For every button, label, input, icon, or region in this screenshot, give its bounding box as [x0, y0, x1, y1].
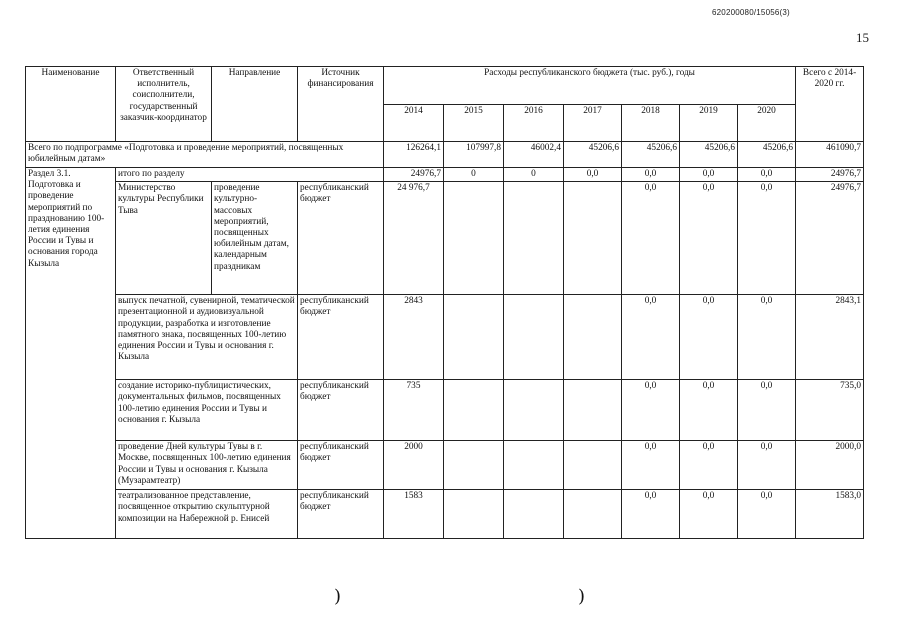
table-cell: [444, 295, 504, 380]
table-cell: 2843: [384, 295, 444, 380]
table-cell: 0,0: [738, 182, 796, 295]
header-year: 2014: [384, 104, 444, 142]
table-cell: 461090,7: [796, 142, 864, 168]
table-cell: [504, 182, 564, 295]
table-cell: 0,0: [680, 380, 738, 441]
header-source: Источник финансирования: [298, 67, 384, 142]
activity-cell: выпуск печатной, сувенирной, тематической презентационной и аудиовизуальной продукции, разработка и изготовление памятного знака, посвященных 100-летию единения России и Тувы и основания г. Кызыла: [116, 295, 298, 380]
document-id: 620200080/15056(3): [712, 8, 790, 17]
source-cell: республиканский бюджет: [298, 182, 384, 295]
subprogram-total-label: Всего по подпрограмме «Подготовка и проведение мероприятий, посвященных юбилейным датам»: [26, 142, 384, 168]
table-cell: 0,0: [680, 295, 738, 380]
page-number: 15: [856, 30, 869, 45]
table-cell: 0,0: [738, 295, 796, 380]
table-cell: 0,0: [680, 490, 738, 539]
table-cell: [564, 182, 622, 295]
source-cell: республиканский бюджет: [298, 441, 384, 490]
activity-cell: создание историко-публицистических, документальных фильмов, посвященных 100-летию единения России и Тувы и основания г. Кызыла: [116, 380, 298, 441]
table-cell: 45206,6: [738, 142, 796, 168]
header-year: 2020: [738, 104, 796, 142]
header-responsible: Ответственный исполнитель, соисполнители, государственный заказчик-координатор: [116, 67, 212, 142]
subprogram-total-row: [26, 142, 864, 168]
table-cell: 0,0: [680, 441, 738, 490]
table-cell: 0,0: [738, 168, 796, 182]
table-cell: 24976,7: [796, 168, 864, 182]
table-row: [26, 182, 864, 295]
source-cell: республиканский бюджет: [298, 380, 384, 441]
section-name: Раздел 3.1. Подготовка и проведение мероприятий по празднованию 100-летия единения России и Тувы и основания города Кызыла: [26, 168, 116, 539]
table-row: [26, 295, 864, 380]
table-cell: 0: [504, 168, 564, 182]
budget-table: [25, 66, 864, 539]
table-cell: [444, 182, 504, 295]
table-cell: [444, 490, 504, 539]
header-expenses: Расходы республиканского бюджета (тыс. руб.), годы: [384, 67, 796, 105]
table-cell: 0,0: [738, 441, 796, 490]
header-direction: Направление: [212, 67, 298, 142]
table-cell: 126264,1: [384, 142, 444, 168]
table-cell: 0,0: [622, 295, 680, 380]
table-cell: 0,0: [738, 380, 796, 441]
section-subtotal-label: итого по разделу: [116, 168, 384, 182]
table-cell: [504, 441, 564, 490]
table-cell: 1583: [384, 490, 444, 539]
table-cell: 0,0: [622, 380, 680, 441]
table-cell: [444, 441, 504, 490]
activity-cell: театрализованное представление, посвященное открытию скульптурной композиции на Набережной р. Енисей: [116, 490, 298, 539]
section-subtotal-row: [26, 168, 864, 182]
header-total: Всего с 2014-2020 гг.: [796, 67, 864, 142]
table-cell: 45206,6: [564, 142, 622, 168]
source-cell: республиканский бюджет: [298, 490, 384, 539]
table-cell: 2843,1: [796, 295, 864, 380]
footer-mark: ): [578, 586, 586, 607]
table-cell: 45206,6: [622, 142, 680, 168]
table-cell: [504, 490, 564, 539]
table-cell: 735,0: [796, 380, 864, 441]
header-name: Наименование: [26, 67, 116, 142]
table-cell: [564, 380, 622, 441]
table-cell: 0,0: [622, 182, 680, 295]
table-cell: [564, 441, 622, 490]
table-cell: 24 976,7: [384, 182, 444, 295]
table-cell: 2000,0: [796, 441, 864, 490]
table-cell: 24976,7: [384, 168, 444, 182]
table-cell: 46002,4: [504, 142, 564, 168]
table-cell: 0: [444, 168, 504, 182]
table-cell: [504, 295, 564, 380]
header-year: 2017: [564, 104, 622, 142]
table-cell: [564, 295, 622, 380]
table-cell: 0,0: [564, 168, 622, 182]
table-cell: 0,0: [738, 490, 796, 539]
header-year: 2015: [444, 104, 504, 142]
table-cell: 0,0: [680, 168, 738, 182]
table-cell: 0,0: [622, 490, 680, 539]
footer-mark: ): [334, 586, 342, 607]
source-cell: республиканский бюджет: [298, 295, 384, 380]
table-row: [26, 380, 864, 441]
header-year: 2016: [504, 104, 564, 142]
direction-cell: проведение культурно-массовых мероприятий, посвященных юбилейным датам, календарным праздникам: [212, 182, 298, 295]
table-cell: 0,0: [622, 168, 680, 182]
header-row: [26, 67, 864, 105]
table-cell: 2000: [384, 441, 444, 490]
table-row: [26, 490, 864, 539]
table-cell: 107997,8: [444, 142, 504, 168]
header-year: 2019: [680, 104, 738, 142]
table-cell: 735: [384, 380, 444, 441]
table-cell: [504, 380, 564, 441]
activity-cell: проведение Дней культуры Тувы в г. Москве, посвященных 100-летию единения России и Тувы и основания г. Кызыла (Музарамтеатр): [116, 441, 298, 490]
table-cell: 45206,6: [680, 142, 738, 168]
responsible-cell: Министерство культуры Республики Тыва: [116, 182, 212, 295]
header-year: 2018: [622, 104, 680, 142]
table-cell: 24976,7: [796, 182, 864, 295]
table-cell: [444, 380, 504, 441]
table-cell: [564, 490, 622, 539]
table-cell: 0,0: [622, 441, 680, 490]
table-row: [26, 441, 864, 490]
table-cell: 0,0: [680, 182, 738, 295]
table-cell: 1583,0: [796, 490, 864, 539]
